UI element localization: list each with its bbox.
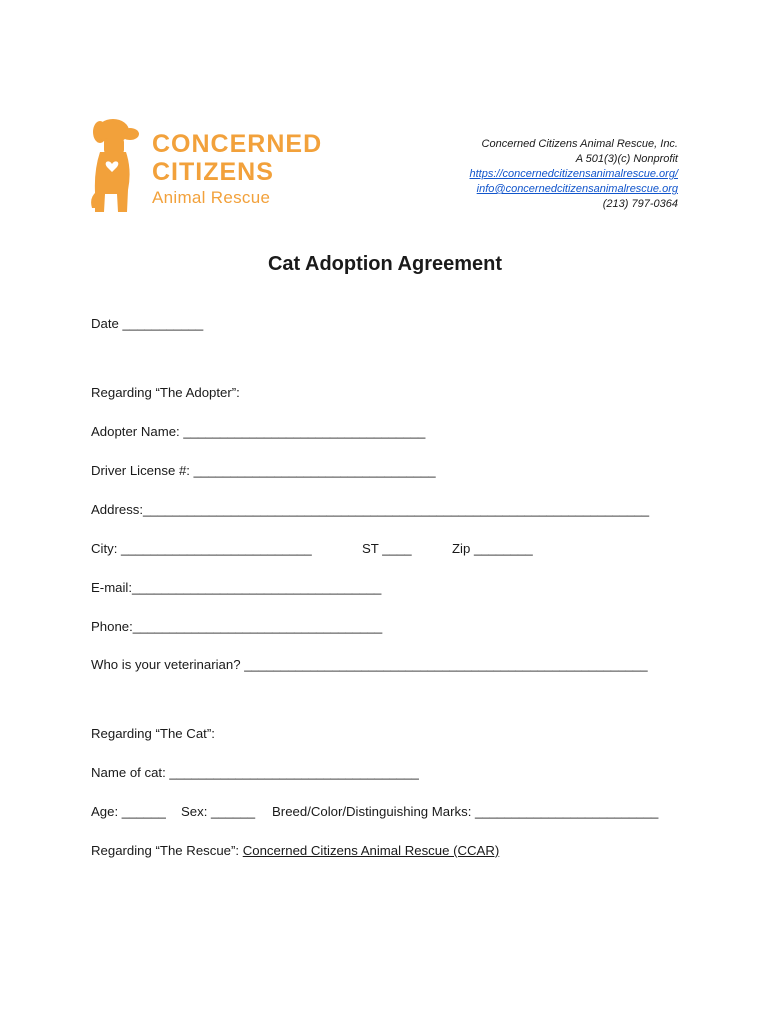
adopter-name-field[interactable]: Adopter Name: _________________________________	[91, 424, 426, 439]
age-field[interactable]: Age: ______	[91, 804, 166, 819]
cat-name-field[interactable]: Name of cat: __________________________________	[91, 765, 419, 780]
rescue-name: Concerned Citizens Animal Rescue (CCAR)	[242, 843, 500, 858]
state-field[interactable]: ST ____	[362, 541, 412, 556]
zip-field[interactable]: Zip ________	[452, 541, 533, 556]
address-field[interactable]: Address:_____________________________________________________________________	[91, 502, 650, 517]
logo-text	[152, 130, 322, 208]
logo-line1: CONCERNED	[152, 130, 323, 158]
page-title: Cat Adoption Agreement	[267, 253, 503, 275]
email-link[interactable]: info@concernedcitizensanimalrescue.org	[476, 183, 678, 195]
city-field[interactable]: City: __________________________	[91, 541, 312, 556]
logo-line2: CITIZENS	[152, 158, 274, 186]
breed-field[interactable]: Breed/Color/Distinguishing Marks: _________________________	[272, 804, 659, 819]
logo-line3: Animal Rescue	[152, 188, 271, 207]
phone-field[interactable]: Phone:__________________________________	[91, 619, 383, 634]
org-name: Concerned Citizens Animal Rescue, Inc.	[481, 138, 678, 150]
rescue-line	[91, 843, 499, 858]
veterinarian-field[interactable]: Who is your veterinarian? _______________________________________________________	[91, 657, 648, 672]
rescue-prefix: Regarding “The Rescue”:	[91, 843, 243, 858]
dog-heart-icon	[90, 118, 140, 216]
cat-heading: Regarding “The Cat”:	[91, 726, 215, 741]
sex-field[interactable]: Sex: ______	[181, 804, 256, 819]
website-link[interactable]: https://concernedcitizensanimalrescue.org/	[469, 168, 678, 180]
logo	[90, 118, 350, 218]
driver-license-field[interactable]: Driver License #: _________________________________	[91, 463, 436, 478]
org-status: A 501(3)(c) Nonprofit	[575, 153, 678, 165]
adopter-heading: Regarding “The Adopter”:	[91, 385, 240, 400]
date-field[interactable]: Date ___________	[91, 316, 204, 331]
email-field[interactable]: E-mail:__________________________________	[91, 580, 382, 595]
org-info	[470, 137, 679, 212]
org-phone: (213) 797-0364	[602, 198, 678, 210]
